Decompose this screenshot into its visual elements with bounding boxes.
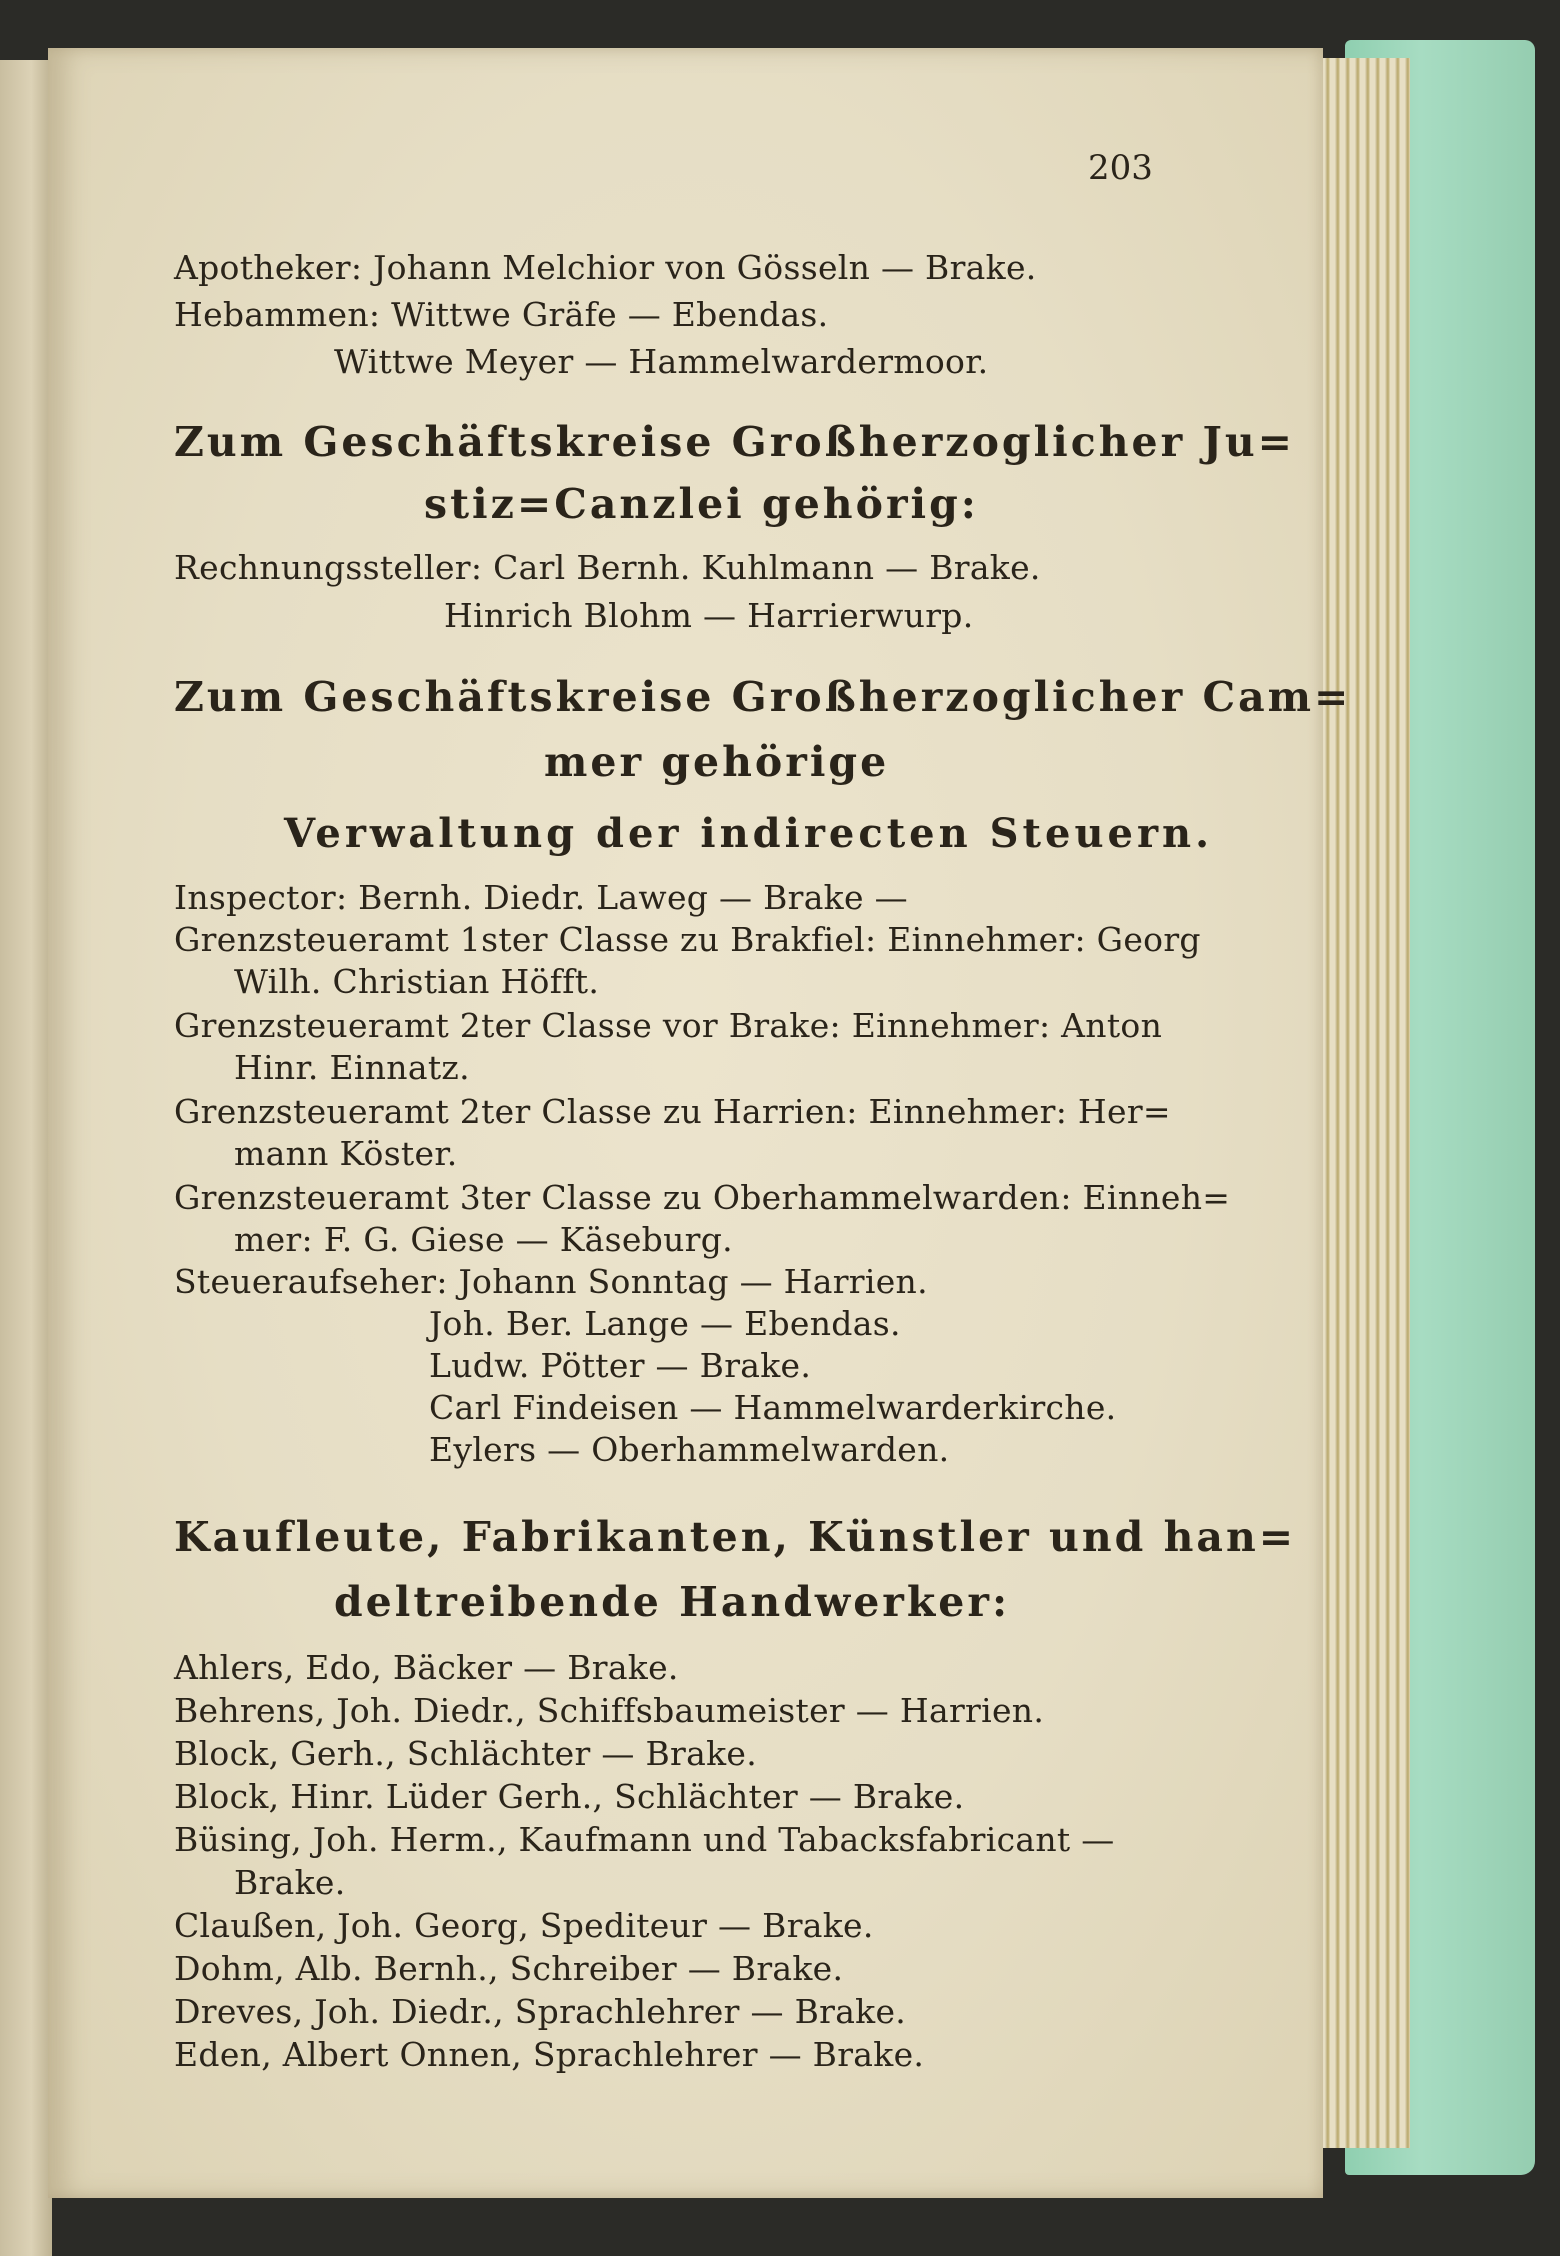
text-line: Joh. Ber. Lange — Ebendas. (429, 1304, 901, 1343)
list-item: Block, Gerh., Schlächter — Brake. (174, 1734, 757, 1773)
section-heading: stiz=Canzlei gehörig: (424, 480, 979, 528)
book-page (48, 48, 1352, 2198)
section-subheading: Verwaltung der indirecten Steuern. (284, 810, 1214, 857)
section-heading: Kaufleute, Fabrikanten, Künstler und han= (174, 1513, 1297, 1561)
text-line: Hinr. Einnatz. (234, 1048, 470, 1087)
list-item-continuation: Brake. (234, 1863, 346, 1902)
text-line: Grenzsteueramt 2ter Classe zu Harrien: Einnehmer: Her= (174, 1092, 1171, 1131)
text-line: Grenzsteueramt 3ter Classe zu Oberhammelwarden: Einneh= (174, 1178, 1231, 1217)
page-number: 203 (1088, 148, 1153, 188)
list-item: Eden, Albert Onnen, Sprachlehrer — Brake. (174, 2035, 925, 2074)
facing-page-edge (0, 60, 52, 2256)
text-line: Apotheker: Johann Melchior von Gösseln — Brake. (174, 248, 1037, 287)
text-line: Hinrich Blohm — Harrierwurp. (444, 596, 974, 635)
section-heading: mer gehörige (544, 738, 890, 786)
text-line: Carl Findeisen — Hammelwarderkirche. (429, 1388, 1117, 1427)
list-item: Dohm, Alb. Bernh., Schreiber — Brake. (174, 1949, 844, 1988)
text-line: Grenzsteueramt 1ster Classe zu Brakfiel: Einnehmer: Georg (174, 920, 1201, 959)
list-item: Büsing, Joh. Herm., Kaufmann und Tabacksfabricant — (174, 1820, 1115, 1859)
text-line: mann Köster. (234, 1134, 458, 1173)
text-line: Ludw. Pötter — Brake. (429, 1346, 812, 1385)
text-line: Steueraufseher: Johann Sonntag — Harrien. (174, 1262, 928, 1301)
list-item: Ahlers, Edo, Bäcker — Brake. (174, 1648, 679, 1687)
section-heading: deltreibende Handwerker: (334, 1578, 1011, 1626)
text-line: Hebammen: Wittwe Gräfe — Ebendas. (174, 295, 829, 334)
text-line: Inspector: Bernh. Diedr. Laweg — Brake — (174, 878, 908, 917)
list-item: Block, Hinr. Lüder Gerh., Schlächter — Brake. (174, 1777, 965, 1816)
section-heading: Zum Geschäftskreise Großherzoglicher Cam= (174, 673, 1352, 721)
section-heading: Zum Geschäftskreise Großherzoglicher Ju= (174, 418, 1296, 466)
text-line: Rechnungssteller: Carl Bernh. Kuhlmann — Brake. (174, 548, 1041, 587)
text-line: Wittwe Meyer — Hammelwardermoor. (334, 342, 989, 381)
text-line: mer: F. G. Giese — Käseburg. (234, 1220, 733, 1259)
text-line: Grenzsteueramt 2ter Classe vor Brake: Einnehmer: Anton (174, 1006, 1163, 1045)
list-item: Dreves, Joh. Diedr., Sprachlehrer — Brake. (174, 1992, 907, 2031)
text-line: Wilh. Christian Höfft. (234, 962, 600, 1001)
list-item: Claußen, Joh. Georg, Spediteur — Brake. (174, 1906, 874, 1945)
text-line: Eylers — Oberhammelwarden. (429, 1430, 950, 1469)
list-item: Behrens, Joh. Diedr., Schiffsbaumeister — Harrien. (174, 1691, 1045, 1730)
